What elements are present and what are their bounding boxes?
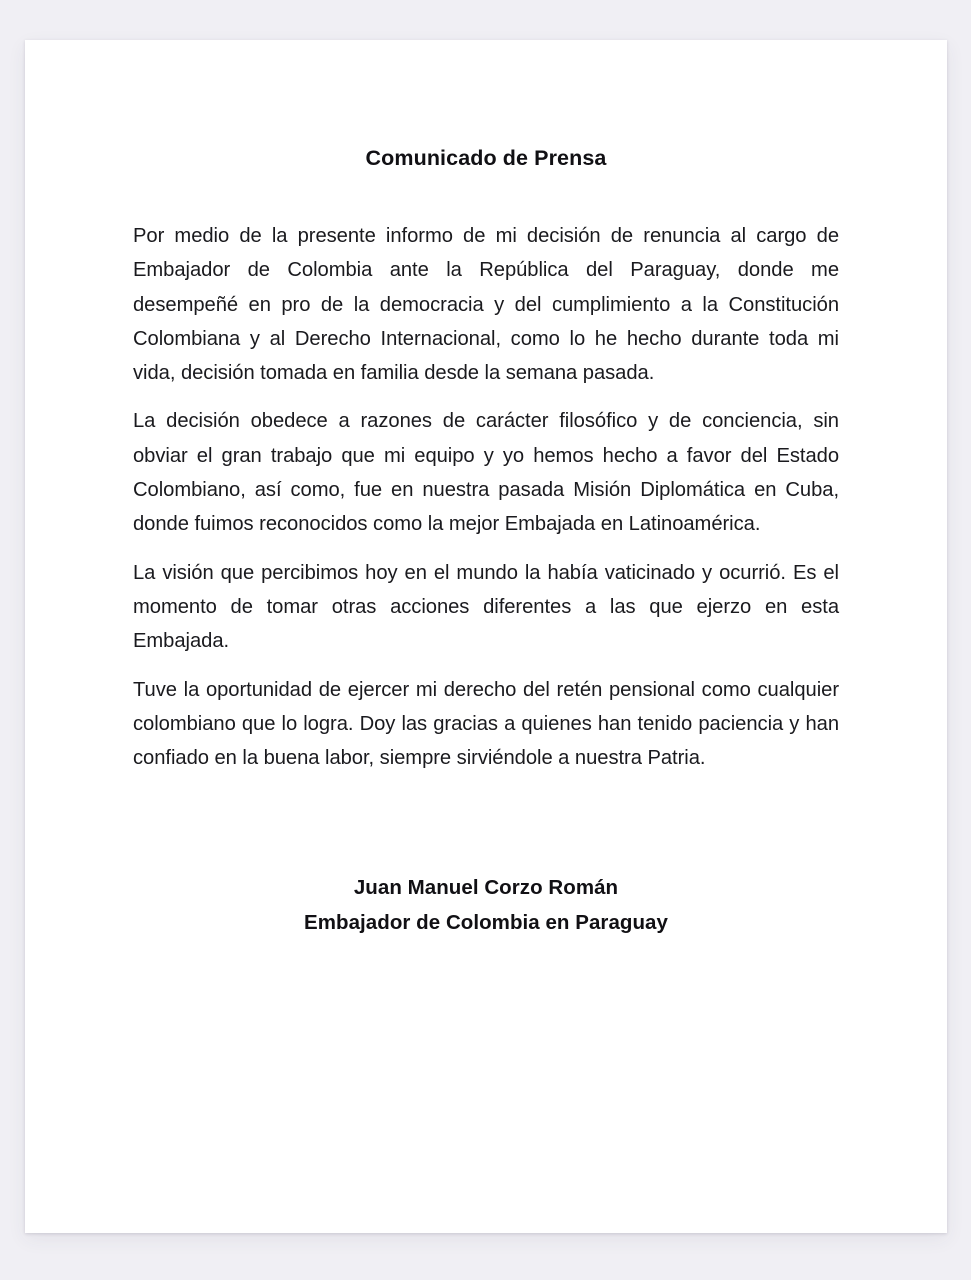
paragraph-1: Por medio de la presente informo de mi decisión de renuncia al cargo de Embajador de Colombia ante la República del Paraguay, donde me desempeñé en pro de la democracia y del cumplimiento a la Constitución Colombiana y al Derecho Internacional, como lo he hecho durante toda mi vida, decisión tomada en familia desde la semana pasada.: [133, 225, 839, 385]
paragraph-3: La visión que percibimos hoy en el mundo la había vaticinado y ocurrió. Es el momento de tomar otras acciones diferentes a las que ejerzo en esta Embajada.: [133, 561, 839, 653]
paragraph-4: Tuve la oportunidad de ejercer mi derecho del retén pensional como cualquier colombiano que lo logra. Doy las gracias a quienes han tenido paciencia y han confiado en la buena labor, siempre sirviéndole a nuestra Patria.: [133, 678, 839, 770]
signatory-position: Embajador de Colombia en Paraguay: [304, 910, 668, 934]
signatory-name: Juan Manuel Corzo Román: [353, 876, 619, 900]
document-content: [133, 40, 839, 940]
body-text: [133, 219, 839, 775]
signature-block: [133, 871, 839, 940]
letter-sheet: [25, 40, 947, 1233]
page-title: Comunicado de Prensa: [365, 146, 607, 170]
paragraph-2: La decisión obedece a razones de carácter filosófico y de conciencia, sin obviar el gran trabajo que mi equipo y yo hemos hecho a favor del Estado Colombiano, así como, fue en nuestra pasada Misión Diplomática en Cuba, donde fuimos reconocidos como la mejor Embajada en Latinoamérica.: [133, 410, 839, 536]
